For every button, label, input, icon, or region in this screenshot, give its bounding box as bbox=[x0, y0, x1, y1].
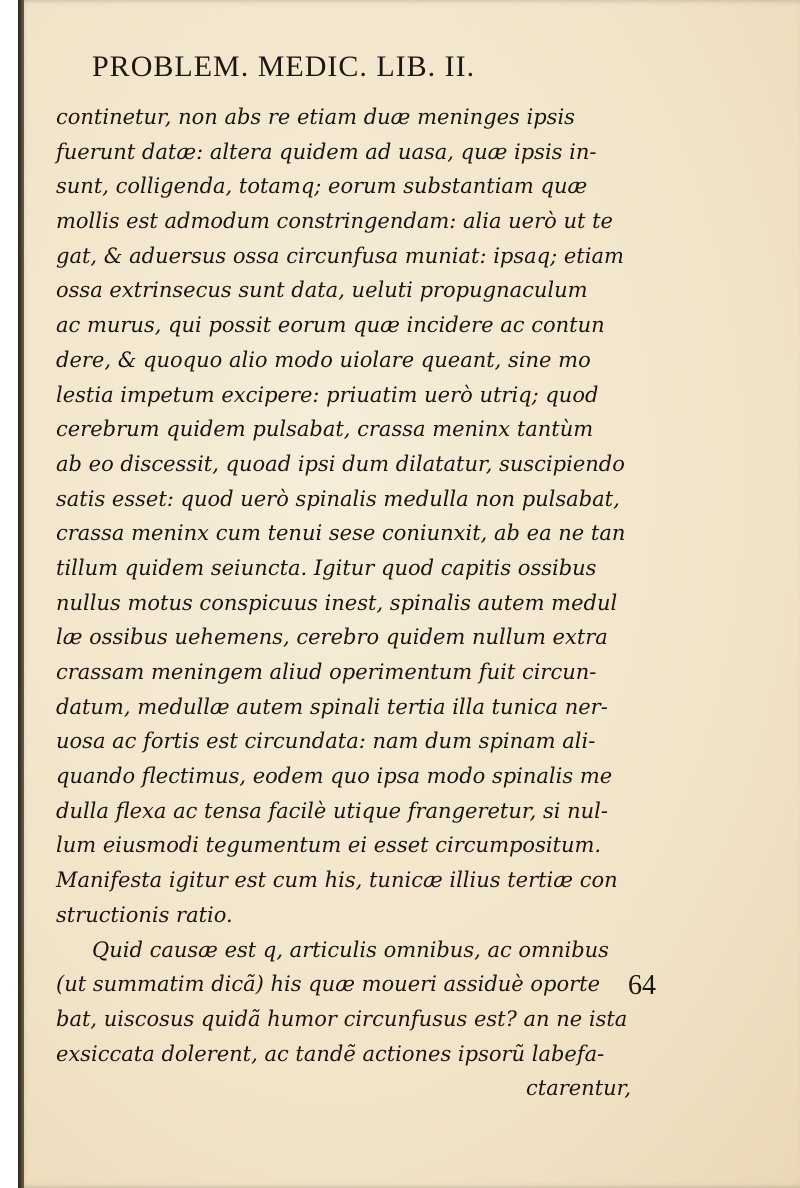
text-line: ctarentur, bbox=[526, 1076, 632, 1101]
text-line: læ ossibus uehemens, cerebro quidem nullum extra bbox=[56, 625, 608, 650]
text-line: nullus motus conspicuus inest, spinalis autem medul bbox=[56, 590, 618, 615]
text-line: (ut summatim dicã) his quæ moueri assiduè oporte bbox=[56, 972, 601, 997]
text-line: dulla flexa ac tensa facilè utique frangeretur, si nul- bbox=[56, 798, 608, 823]
text-line: ab eo discessit, quoad ipsi dum dilatatur, suscipiendo bbox=[56, 451, 625, 476]
body-text bbox=[56, 100, 656, 1106]
text-line: fuerunt datæ: altera quidem ad uasa, quæ ipsis in- bbox=[56, 139, 597, 164]
text-line: mollis est admodum constringendam: alia uerò ut te bbox=[56, 209, 613, 234]
book-page bbox=[18, 0, 800, 1188]
text-line: gat, & aduersus ossa circunfusa muniat: ipsaq; etiam bbox=[56, 243, 624, 268]
text-line: bat, uiscosus quidã humor circunfusus est? an ne ista bbox=[56, 1006, 628, 1031]
text-line: quando flectimus, eodem quo ipsa modo spinalis me bbox=[56, 764, 613, 789]
page-gutter bbox=[18, 0, 24, 1188]
text-line: satis esset: quod uerò spinalis medulla non pulsabat, bbox=[56, 486, 620, 511]
text-line: Quid causæ est q, articulis omnibus, ac omnibus bbox=[92, 937, 609, 962]
text-line: cerebrum quidem pulsabat, crassa meninx tantùm bbox=[56, 417, 594, 442]
marginal-number: 64 bbox=[628, 970, 656, 1001]
text-line: datum, medullæ autem spinali tertia illa tunica ner- bbox=[56, 694, 608, 719]
text-line: lum eiusmodi tegumentum ei esset circumpositum. bbox=[56, 833, 602, 858]
text-line: structionis ratio. bbox=[56, 902, 233, 927]
text-line: exsiccata dolerent, ac tandẽ actiones ipsorũ labefa- bbox=[56, 1041, 605, 1066]
text-line: lestia impetum excipere: priuatim uerò utriq; quod bbox=[56, 382, 599, 407]
running-header: PROBLEM. MEDIC. LIB. II. bbox=[92, 50, 476, 83]
text-line: ossa extrinsecus sunt data, ueluti propugnaculum bbox=[56, 278, 588, 303]
text-line: ac murus, qui possit eorum quæ incidere ac contun bbox=[56, 313, 605, 338]
text-line: crassa meninx cum tenui sese coniunxit, ab ea ne tan bbox=[56, 521, 626, 546]
text-line: sunt, colligenda, totamq; eorum substantiam quæ bbox=[56, 174, 588, 199]
text-line: tillum quidem seiuncta. Igitur quod capitis ossibus bbox=[56, 555, 597, 580]
text-line: uosa ac fortis est circundata: nam dum spinam ali- bbox=[56, 729, 596, 754]
text-line: continetur, non abs re etiam duæ meninges ipsis bbox=[56, 105, 575, 129]
text-line: Manifesta igitur est cum his, tunicæ illius tertiæ con bbox=[56, 868, 618, 893]
text-line: crassam meningem aliud operimentum fuit circun- bbox=[56, 660, 597, 684]
text-line: dere, & quoquo alio modo uiolare queant, sine mo bbox=[56, 347, 591, 372]
